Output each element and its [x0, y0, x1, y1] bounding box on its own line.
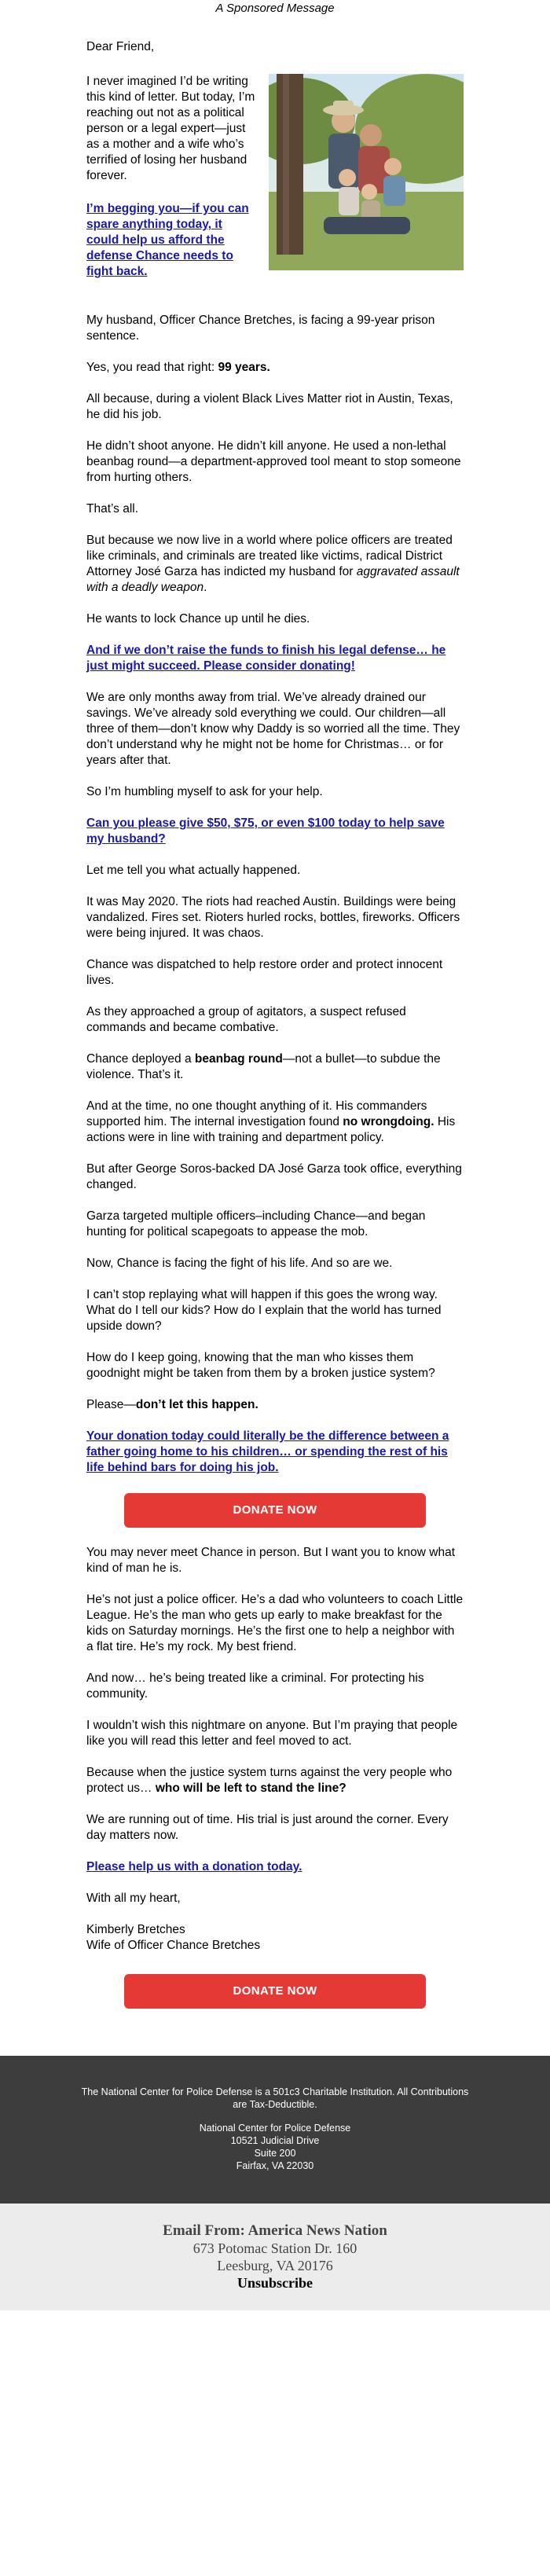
sender-address-line-2: Leesburg, VA 20176: [217, 2258, 333, 2273]
paragraph-beanbag: Chance deployed a beanbag round—not a bullet—to subdue the violence. That’s it.: [86, 1052, 441, 1081]
paragraph-lock-up: He wants to lock Chance up until he dies.: [86, 612, 310, 626]
donate-now-button-bottom[interactable]: DONATE NOW: [124, 1974, 426, 2009]
paragraph-husband: My husband, Officer Chance Bretches, is facing a 99-year prison sentence.: [86, 314, 435, 343]
intro-donate-link[interactable]: I’m begging you—if you can spare anything today, it could help us afford the defense Chance needs to fight back.: [86, 202, 249, 278]
sender-footer: [0, 2204, 550, 2310]
paragraph-targeted: Garza targeted multiple officers–including Chance—and began hunting for political scapegoats to appease the mob.: [86, 1209, 426, 1238]
paragraph-agitators: As they approached a group of agitators, a suspect refused commands and became combative.: [86, 1005, 406, 1034]
paragraph-99-years: Yes, you read that right: 99 years.: [86, 361, 270, 374]
paragraph-didnt-shoot: He didn’t shoot anyone. He didn’t kill anyone. He used a non-lethal beanbag round—a department-approved tool meant to stop someone from hurting others.: [86, 439, 461, 484]
paragraph-running-out: We are running out of time. His trial is just around the corner. Every day matters now.: [86, 1813, 449, 1842]
org-address-line-2: Suite 200: [254, 2148, 296, 2159]
signature: [86, 1922, 464, 1954]
paragraph-because: Because when the justice system turns against the very people who protect us… who will be left to stand the line?: [86, 1766, 453, 1795]
paragraph-please: Please—don’t let this happen.: [86, 1398, 258, 1411]
paragraph-and-now: And now… he’s being treated like a criminal. For protecting his community.: [86, 1671, 424, 1701]
closing: With all my heart,: [86, 1892, 181, 1905]
org-name: National Center for Police Defense: [199, 2123, 351, 2134]
letter-body: [86, 17, 464, 2056]
signature-title: Wife of Officer Chance Bretches: [86, 1939, 261, 1952]
paragraph-keep-going: How do I keep going, knowing that the man who kisses them goodnight might be taken from them by a broken justice system?: [86, 1351, 435, 1380]
salutation: Dear Friend,: [86, 40, 155, 53]
paragraph-tell: Let me tell you what actually happened.: [86, 864, 301, 877]
family-photo: [269, 74, 464, 270]
paragraph-world: But because we now live in a world where police officers are treated like criminals, and criminals are treated like victims, radical District Attorney José Garza has indicted my husband for aggravated assault with a deadly weapon.: [86, 534, 460, 594]
paragraph-cant-stop: I can’t stop replaying what will happen if this goes the wrong way. What do I tell our kids? How do I explain that the world has turned upside down?: [86, 1288, 442, 1333]
org-address-line-3: Fairfax, VA 22030: [236, 2160, 314, 2171]
donate-now-button[interactable]: DONATE NOW: [124, 1493, 426, 1528]
paragraph-months-away: We are only months away from trial. We’ve already drained our savings. We’ve already sold everything we could. Our children—all three of them—don’t know why Daddy is so worried all the time. They don’t understand why he might not be home for Christmas… or for years after that.: [86, 691, 460, 767]
organization-address: [31, 2122, 519, 2172]
paragraph-dispatched: Chance was dispatched to help restore order and protect innocent lives.: [86, 958, 443, 987]
paragraph-humbly: So I’m humbling myself to ask for your help.: [86, 785, 323, 798]
sender-address-line-1: 673 Potomac Station Dr. 160: [192, 2240, 358, 2256]
paragraph-not-just: He’s not just a police officer. He’s a dad who volunteers to coach Little League. He’s the man who gets up early to make breakfast for the kids on Saturday mornings. He’s the first one to help a neighbor with a flat tire. He’s my rock. My best friend.: [86, 1593, 464, 1653]
signature-name: Kimberly Bretches: [86, 1923, 185, 1936]
paragraph-thats-all: That’s all.: [86, 502, 139, 516]
paragraph-no-wrongdoing: And at the time, no one thought anything of it. His commanders supported him. The internal investigation found no wrongdoing. His actions were in line with training and department policy.: [86, 1099, 456, 1144]
tax-deductible-note: The National Center for Police Defense is a 501c3 Charitable Institution. All Contributions are Tax-Deductible.: [81, 2086, 469, 2110]
amounts-donate-link[interactable]: Can you please give $50, $75, or even $100 today to help save my husband?: [86, 816, 445, 846]
difference-donate-link[interactable]: Your donation today could literally be the difference between a father going home to his children… or spending the rest of his life behind bars for doing his job.: [86, 1429, 449, 1474]
paragraph-all-because: All because, during a violent Black Lives Matter riot in Austin, Texas, he did his job.: [86, 392, 453, 421]
intro-section: [86, 74, 464, 297]
paragraph-may-2020: It was May 2020. The riots had reached Austin. Buildings were being vandalized. Fires set. Rioters hurled rocks, bottles, fireworks. Officers were being injured. It was chaos.: [86, 895, 460, 940]
paragraph-soros: But after George Soros-backed DA José Garza took office, everything changed.: [86, 1162, 462, 1191]
organization-footer: [0, 2056, 550, 2204]
org-address-line-1: 10521 Judicial Drive: [230, 2135, 320, 2146]
paragraph-never-meet: You may never meet Chance in person. But I want you to know what kind of man he is.: [86, 1546, 455, 1575]
please-help-donate-link[interactable]: Please help us with a donation today.: [86, 1860, 302, 1873]
sponsored-banner: A Sponsored Message: [215, 2, 335, 15]
intro-paragraph: I never imagined I’d be writing this kind of letter. But today, I’m reaching out not as a political person or a legal expert—just as a mother and a wife who’s terrified of losing her husband forever.: [86, 75, 255, 182]
funds-donate-link[interactable]: And if we don’t raise the funds to finish his legal defense… he just might succeed. Please consider donating!: [86, 644, 446, 673]
email-from: Email From: America News Nation: [163, 2222, 387, 2239]
unsubscribe-link[interactable]: Unsubscribe: [236, 2275, 314, 2291]
paragraph-wouldnt-wish: I wouldn’t wish this nightmare on anyone. But I’m praying that people like you will read this letter and feel moved to act.: [86, 1719, 458, 1748]
paragraph-fight: Now, Chance is facing the fight of his life. And so are we.: [86, 1257, 393, 1270]
